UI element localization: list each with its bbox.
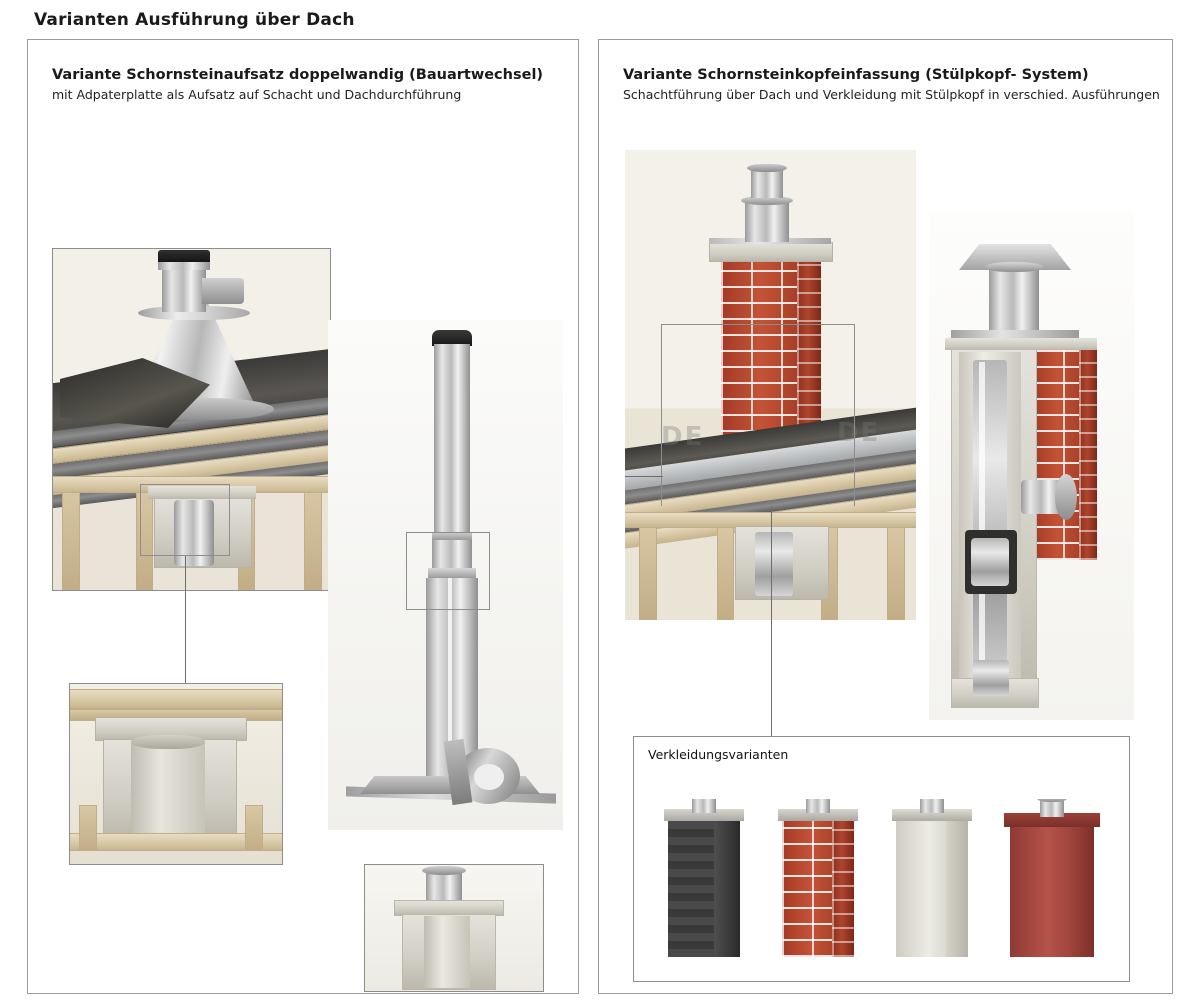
pipe-base-detail-photo — [364, 864, 544, 992]
panel-variante-stuelpkopf — [598, 39, 1173, 994]
stuelpkopf-section-photo — [929, 212, 1134, 720]
panel-right-heading: Variante Schornsteinkopfeinfassung (Stülpkopf- System) — [623, 67, 1089, 83]
stuelpkopf-leader-h — [625, 476, 663, 477]
panel-right-header — [623, 66, 1160, 104]
stuelpkopf-leader-v — [771, 506, 772, 736]
panel-right-subheading: Schachtführung über Dach und Verkleidung mit Stülpkopf in verschied. Ausführungen — [623, 87, 1160, 103]
adapter-plate-detail-photo — [69, 683, 283, 865]
watermark-right: DE — [837, 418, 881, 448]
panel-left-header — [52, 66, 566, 104]
watermark-left: DE — [661, 422, 705, 452]
panel-variante-schornsteinaufsatz — [27, 39, 579, 994]
roof-penetration-photo — [52, 248, 331, 591]
verkleidungsvarianten-label: Verkleidungsvarianten — [648, 747, 789, 762]
variant-red-brick — [762, 799, 872, 967]
adapter-leader-line-v — [185, 556, 186, 683]
variant-red-plaster — [990, 799, 1110, 967]
double-wall-pipe-photo — [328, 320, 563, 830]
page-title: Varianten Ausführung über Dach — [34, 10, 355, 30]
panel-left-heading: Variante Schornsteinaufsatz doppelwandig (Bauartwechsel) — [52, 67, 544, 83]
variant-light-plaster — [876, 799, 986, 967]
panel-left-subheading: mit Adpaterplatte als Aufsatz auf Schacht und Dachdurchführung — [52, 87, 462, 103]
verkleidungsvarianten-box — [633, 736, 1130, 982]
variant-anthracite-shingle — [648, 799, 758, 967]
